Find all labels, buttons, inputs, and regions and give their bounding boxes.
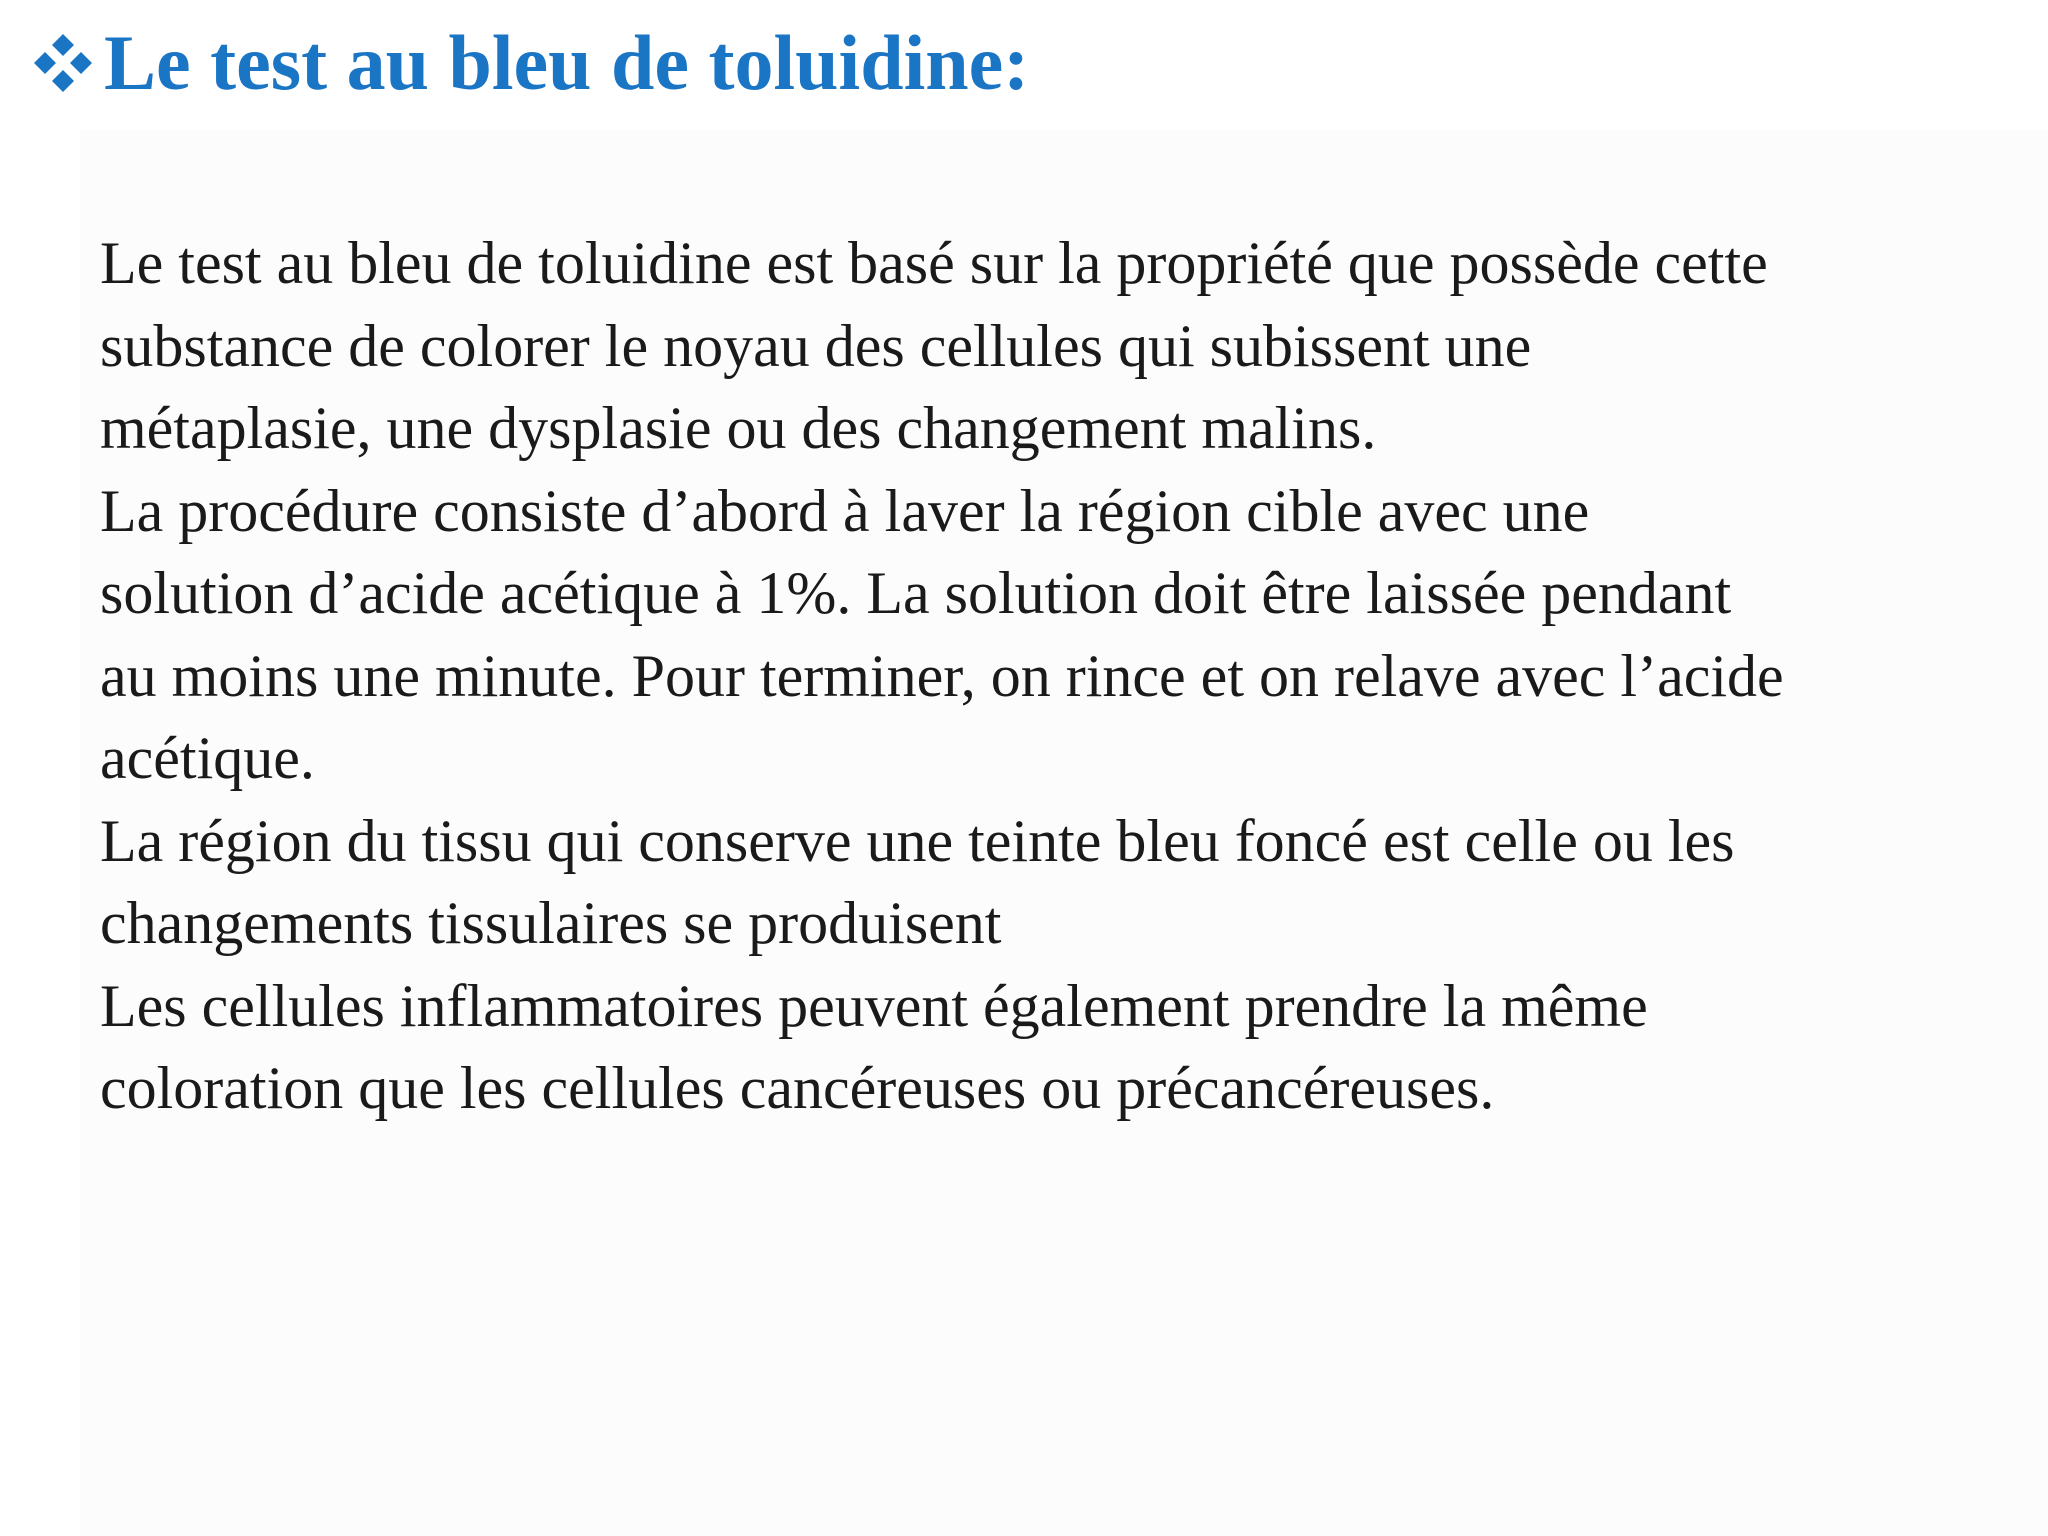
text-line: solution d’acide acétique à 1%. La solution doit être laissée pendant <box>100 560 1732 626</box>
text-line: coloration que les cellules cancéreuses ou précancéreuses. <box>100 1055 1495 1121</box>
text-line: au moins une minute. Pour terminer, on rince et on relave avec l’acide <box>100 642 1784 709</box>
title-row <box>28 18 1029 108</box>
paragraph-stain-principle <box>100 222 2035 470</box>
text-line: changements tissulaires se produisent <box>100 890 1002 956</box>
paragraph-limitation <box>100 965 2035 1130</box>
paragraph-interpretation <box>100 800 2035 965</box>
text-line: acétique. <box>100 725 315 791</box>
slide-body <box>100 222 2035 1130</box>
text-line: La procédure consiste d’abord à laver la région cible avec une <box>100 477 1590 544</box>
slide-title: Le test au bleu de toluidine: <box>104 19 1030 106</box>
paragraph-procedure <box>100 470 2035 800</box>
text-line: Le test au bleu de toluidine est basé sur la propriété que possède cette <box>100 230 1768 296</box>
text-line: métaplasie, une dysplasie ou des changement malins. <box>100 395 1377 461</box>
text-line: La région du tissu qui conserve une teinte bleu foncé est celle ou les <box>100 807 1735 874</box>
text-line: Les cellules inflammatoires peuvent également prendre la même <box>100 972 1648 1039</box>
four-diamond-bullet-icon <box>28 28 98 98</box>
text-line: substance de colorer le noyau des cellules qui subissent une <box>100 312 1532 379</box>
